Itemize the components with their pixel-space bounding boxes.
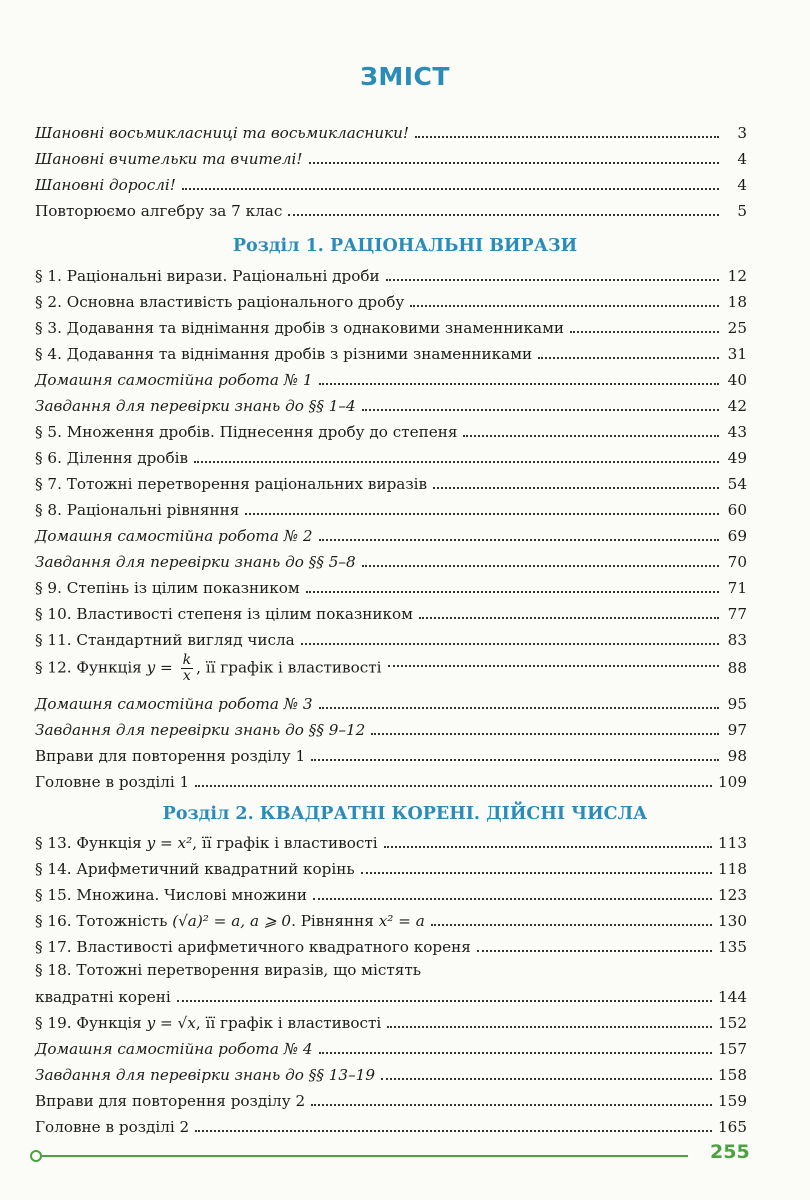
toc-entry[interactable] [35,571,747,597]
dot-leader [419,617,719,619]
toc-entry[interactable] [35,337,747,363]
toc-entry[interactable] [35,389,747,415]
toc-entry[interactable] [35,1006,747,1032]
dot-leader [195,785,712,787]
toc-entry-title: Головне в розділі 2 [35,1118,190,1136]
toc-entry-page: 18 [727,293,747,311]
toc-entry[interactable] [35,1110,747,1136]
toc-entry-title: § 19. Функція y = √x, її графік і властивості [35,1014,382,1032]
toc-entry-page: 157 [718,1040,747,1058]
toc-entry-page: 144 [718,988,747,1006]
toc-entry-title: § 14. Арифметичний квадратний корінь [35,860,355,878]
dot-leader [319,707,719,709]
toc-entry-title: Шановні восьмикласниці та восьмикласники! [35,124,410,142]
toc-entry-title: § 7. Тотожні перетворення раціональних виразів [35,475,428,493]
toc-entry[interactable] [35,493,747,519]
dot-leader [194,461,719,463]
dot-leader [384,846,712,848]
toc-entry-title: § 2. Основна властивість раціонального дробу [35,293,405,311]
dot-leader [177,1000,712,1002]
fraction: $\frac{k}{x}$ [182,651,192,684]
toc-entry-page: 43 [727,423,747,441]
toc-entry[interactable] [35,904,747,930]
dot-leader [415,136,719,138]
toc-entry-page: 54 [727,475,747,493]
toc-entry-page: 88 [727,659,747,677]
dot-leader [431,924,712,926]
toc-entry[interactable] [35,713,747,739]
section-2-list [35,826,747,1136]
dot-leader [245,513,719,515]
toc-entry-page: 12 [727,267,747,285]
toc-entry-title: Шановні дорослі! [35,176,176,194]
toc-entry-title-line1: § 18. Тотожні перетворення виразів, що містять [35,961,421,979]
toc-entry-page: 123 [718,886,747,904]
toc-entry[interactable] [35,545,747,571]
dot-leader [319,383,719,385]
dot-leader [463,435,719,437]
toc-entry[interactable] [35,765,747,791]
toc-entry-title: § 16. Тотожність (√a)² = a, a ⩾ 0. Рівняння x² = a [35,912,425,930]
toc-entry-title: § 4. Додавання та віднімання дробів з різними знаменниками [35,345,533,363]
dot-leader [288,214,719,216]
toc-entry[interactable] [35,930,747,956]
toc-entry[interactable] [35,285,747,311]
dot-leader [319,539,719,541]
toc-entry[interactable] [35,467,747,493]
dot-leader [319,1052,712,1054]
toc-entry-title: § 6. Ділення дробів [35,449,189,467]
dot-leader [386,279,719,281]
dot-leader [313,898,712,900]
toc-entry-page: 69 [727,527,747,545]
toc-entry-title: Повторюємо алгебру за 7 клас [35,202,283,220]
toc-entry-page: 113 [718,834,747,852]
dot-leader [311,759,719,761]
toc-entry-page: 159 [718,1092,747,1110]
intro-list [35,116,747,220]
page-number: 255 [710,1141,750,1163]
toc-entry[interactable] [35,519,747,545]
footer-circle-icon [30,1150,42,1162]
toc-entry-title: § 1. Раціональні вирази. Раціональні дроби [35,267,380,285]
section-2-heading: Розділ 2. КВАДРАТНІ КОРЕНІ. ДІЙСНІ ЧИСЛА [162,804,648,824]
toc-entry-page: 83 [727,631,747,649]
toc-entry-title: Завдання для перевірки знань до §§ 1–4 [35,397,356,415]
dot-leader [410,305,719,307]
footer-rule [38,1155,688,1157]
toc-entry[interactable] [35,878,747,904]
toc-entry-page: 4 [737,176,747,194]
toc-entry-function-k-over-x[interactable] [35,649,747,687]
toc-entry-title: § 9. Степінь із цілим показником [35,579,300,597]
toc-entry-page: 5 [737,202,747,220]
dot-leader [361,872,712,874]
toc-entry-title: Завдання для перевірки знань до §§ 9–12 [35,721,366,739]
toc-entry-page: 109 [718,773,747,791]
toc-entry-title: Домашня самостійна робота № 4 [35,1040,313,1058]
dot-leader [388,665,720,667]
toc-entry-two-line[interactable] [35,956,747,1006]
toc-entry[interactable] [35,687,747,713]
toc-entry[interactable] [35,826,747,852]
toc-entry-page: 4 [737,150,747,168]
toc-entry-title: Шановні вчительки та вчителі! [35,150,303,168]
dot-leader [381,1078,712,1080]
toc-entry-page: 31 [727,345,747,363]
toc-entry-title: § 17. Властивості арифметичного квадратного кореня [35,938,471,956]
section-1-list [35,259,747,791]
dot-leader [311,1104,712,1106]
toc-entry-title: § 3. Додавання та віднімання дробів з однаковими знаменниками [35,319,565,337]
toc-entry[interactable] [35,363,747,389]
toc-entry-title: Домашня самостійна робота № 2 [35,527,313,545]
section-1-heading: Розділ 1. РАЦІОНАЛЬНІ ВИРАЗИ [232,236,578,256]
toc-entry-page: 70 [727,553,747,571]
toc-entry-title: Домашня самостійна робота № 1 [35,371,313,389]
toc-entry-title: § 15. Множина. Числові множини [35,886,307,904]
dot-leader [570,331,719,333]
toc-entry-page: 130 [718,912,747,930]
toc-entry-page: 118 [718,860,747,878]
dot-leader [301,643,719,645]
toc-entry[interactable] [35,1084,747,1110]
dot-leader [433,487,719,489]
toc-entry[interactable] [35,259,747,285]
toc-entry-page: 71 [727,579,747,597]
toc-entry-page: 152 [718,1014,747,1032]
toc-entry-title: Вправи для повторення розділу 1 [35,747,306,765]
dot-leader [306,591,719,593]
toc-entry-page: 42 [727,397,747,415]
toc-entry[interactable] [35,739,747,765]
dot-leader [182,188,719,190]
toc-entry-title: Вправи для повторення розділу 2 [35,1092,306,1110]
toc-entry[interactable] [35,441,747,467]
toc-entry-title-line2: квадратні корені [35,988,171,1006]
dot-leader [477,950,712,952]
toc-entry-page: 135 [718,938,747,956]
toc-entry-title: § 11. Стандартний вигляд числа [35,631,295,649]
toc-entry-title: Завдання для перевірки знань до §§ 13–19 [35,1066,375,1084]
toc-entry-title: § 8. Раціональні рівняння [35,501,240,519]
dot-leader [362,409,719,411]
page-title: ЗМІСТ [360,62,450,91]
toc-entry-page: 3 [737,124,747,142]
toc-entry-page: 97 [727,721,747,739]
toc-entry[interactable] [35,194,747,220]
toc-entry-title: Головне в розділі 1 [35,773,190,791]
toc-entry-page: 95 [727,695,747,713]
toc-entry[interactable] [35,116,747,142]
toc-entry[interactable] [35,142,747,168]
toc-entry-page: 40 [727,371,747,389]
toc-entry-page: 98 [727,747,747,765]
toc-entry[interactable] [35,1058,747,1084]
toc-entry[interactable] [35,597,747,623]
toc-entry-title: Завдання для перевірки знань до §§ 5–8 [35,553,356,571]
toc-entry[interactable] [35,852,747,878]
toc-entry-title: § 12. Функція y = $\frac{k}{x}$ , її графік і властивості [35,651,382,684]
toc-entry-title: Домашня самостійна робота № 3 [35,695,313,713]
dot-leader [538,357,719,359]
toc-entry-page: 25 [727,319,747,337]
dot-leader [309,162,719,164]
dot-leader [371,733,719,735]
toc-entry-title: § 5. Множення дробів. Піднесення дробу до степеня [35,423,458,441]
toc-entry-page: 165 [718,1118,747,1136]
toc-entry[interactable] [35,1032,747,1058]
toc-entry[interactable] [35,311,747,337]
toc-entry-page: 77 [727,605,747,623]
toc-entry-page: 49 [727,449,747,467]
toc-entry-page: 60 [727,501,747,519]
toc-entry[interactable] [35,415,747,441]
dot-leader [387,1026,712,1028]
dot-leader [195,1130,712,1132]
toc-entry[interactable] [35,623,747,649]
toc-entry-title: § 13. Функція y = x², її графік і властивості [35,834,378,852]
toc-entry-page: 158 [718,1066,747,1084]
toc-entry[interactable] [35,168,747,194]
toc-entry-title: § 10. Властивості степеня із цілим показником [35,605,413,623]
dot-leader [362,565,719,567]
